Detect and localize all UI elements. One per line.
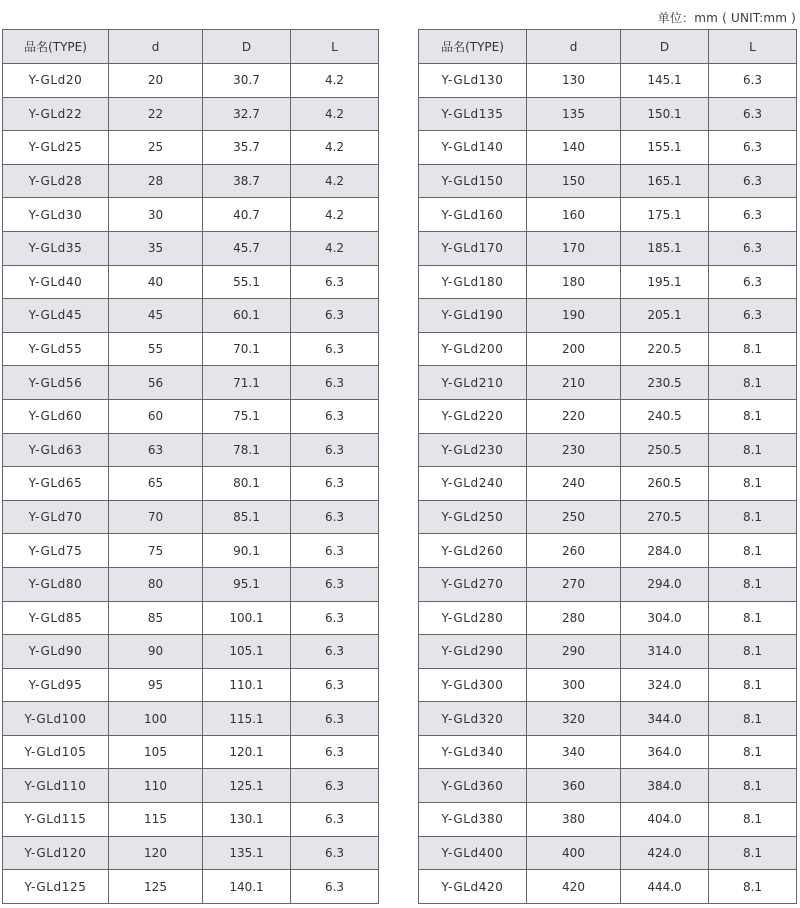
table-row bbox=[419, 534, 797, 568]
cell-type: Y-GLd200 bbox=[419, 332, 527, 366]
cell-type: Y-GLd150 bbox=[419, 164, 527, 198]
table-row bbox=[3, 366, 379, 400]
cell-L: 6.3 bbox=[291, 702, 379, 736]
cell-L: 8.1 bbox=[709, 399, 797, 433]
cell-type: Y-GLd20 bbox=[3, 64, 109, 98]
table-row bbox=[419, 500, 797, 534]
table-row bbox=[3, 870, 379, 904]
cell-type: Y-GLd55 bbox=[3, 332, 109, 366]
cell-D: 165.1 bbox=[621, 164, 709, 198]
table-row bbox=[419, 870, 797, 904]
cell-d: 65 bbox=[109, 467, 203, 501]
table-row bbox=[419, 366, 797, 400]
cell-d: 95 bbox=[109, 668, 203, 702]
cell-D: 140.1 bbox=[203, 870, 291, 904]
table-row bbox=[3, 265, 379, 299]
cell-D: 314.0 bbox=[621, 635, 709, 669]
cell-L: 8.1 bbox=[709, 366, 797, 400]
cell-D: 90.1 bbox=[203, 534, 291, 568]
cell-L: 4.2 bbox=[291, 131, 379, 165]
header-L: L bbox=[291, 30, 379, 64]
table-row bbox=[419, 769, 797, 803]
cell-L: 6.3 bbox=[291, 299, 379, 333]
cell-D: 40.7 bbox=[203, 198, 291, 232]
table-row bbox=[3, 702, 379, 736]
cell-D: 444.0 bbox=[621, 870, 709, 904]
table-row bbox=[3, 534, 379, 568]
table-row bbox=[3, 467, 379, 501]
table-row bbox=[3, 97, 379, 131]
cell-type: Y-GLd25 bbox=[3, 131, 109, 165]
table-row bbox=[3, 803, 379, 837]
cell-d: 55 bbox=[109, 332, 203, 366]
cell-D: 250.5 bbox=[621, 433, 709, 467]
spec-table-left bbox=[2, 29, 379, 904]
table-row bbox=[419, 399, 797, 433]
cell-d: 300 bbox=[527, 668, 621, 702]
cell-d: 20 bbox=[109, 64, 203, 98]
cell-d: 210 bbox=[527, 366, 621, 400]
table-row bbox=[419, 433, 797, 467]
cell-d: 290 bbox=[527, 635, 621, 669]
cell-d: 340 bbox=[527, 735, 621, 769]
cell-D: 284.0 bbox=[621, 534, 709, 568]
cell-d: 35 bbox=[109, 231, 203, 265]
cell-type: Y-GLd85 bbox=[3, 601, 109, 635]
cell-D: 125.1 bbox=[203, 769, 291, 803]
cell-d: 280 bbox=[527, 601, 621, 635]
table-row bbox=[419, 702, 797, 736]
table-row bbox=[3, 64, 379, 98]
cell-D: 175.1 bbox=[621, 198, 709, 232]
cell-L: 8.1 bbox=[709, 836, 797, 870]
cell-L: 6.3 bbox=[709, 131, 797, 165]
cell-d: 360 bbox=[527, 769, 621, 803]
cell-type: Y-GLd270 bbox=[419, 567, 527, 601]
header-row bbox=[419, 30, 797, 64]
cell-d: 160 bbox=[527, 198, 621, 232]
table-row bbox=[3, 231, 379, 265]
cell-d: 180 bbox=[527, 265, 621, 299]
cell-L: 8.1 bbox=[709, 803, 797, 837]
cell-d: 100 bbox=[109, 702, 203, 736]
cell-type: Y-GLd110 bbox=[3, 769, 109, 803]
cell-D: 230.5 bbox=[621, 366, 709, 400]
cell-type: Y-GLd63 bbox=[3, 433, 109, 467]
cell-d: 115 bbox=[109, 803, 203, 837]
unit-note: 单位：mm ( UNIT:mm ) bbox=[657, 11, 796, 25]
table-row bbox=[3, 836, 379, 870]
cell-d: 85 bbox=[109, 601, 203, 635]
cell-L: 8.1 bbox=[709, 332, 797, 366]
cell-d: 230 bbox=[527, 433, 621, 467]
cell-L: 6.3 bbox=[291, 870, 379, 904]
cell-D: 294.0 bbox=[621, 567, 709, 601]
cell-d: 240 bbox=[527, 467, 621, 501]
cell-type: Y-GLd70 bbox=[3, 500, 109, 534]
cell-L: 6.3 bbox=[291, 769, 379, 803]
cell-L: 4.2 bbox=[291, 198, 379, 232]
cell-type: Y-GLd210 bbox=[419, 366, 527, 400]
cell-d: 250 bbox=[527, 500, 621, 534]
cell-type: Y-GLd90 bbox=[3, 635, 109, 669]
cell-D: 240.5 bbox=[621, 399, 709, 433]
cell-L: 6.3 bbox=[291, 803, 379, 837]
cell-L: 6.3 bbox=[709, 299, 797, 333]
cell-d: 140 bbox=[527, 131, 621, 165]
table-row bbox=[419, 601, 797, 635]
cell-D: 45.7 bbox=[203, 231, 291, 265]
cell-type: Y-GLd280 bbox=[419, 601, 527, 635]
cell-type: Y-GLd170 bbox=[419, 231, 527, 265]
cell-d: 190 bbox=[527, 299, 621, 333]
cell-type: Y-GLd190 bbox=[419, 299, 527, 333]
cell-L: 6.3 bbox=[709, 198, 797, 232]
cell-L: 8.1 bbox=[709, 702, 797, 736]
cell-D: 155.1 bbox=[621, 131, 709, 165]
cell-L: 6.3 bbox=[291, 433, 379, 467]
cell-d: 200 bbox=[527, 332, 621, 366]
cell-L: 6.3 bbox=[291, 601, 379, 635]
cell-L: 8.1 bbox=[709, 735, 797, 769]
cell-D: 30.7 bbox=[203, 64, 291, 98]
cell-D: 424.0 bbox=[621, 836, 709, 870]
header-row bbox=[3, 30, 379, 64]
cell-type: Y-GLd45 bbox=[3, 299, 109, 333]
cell-type: Y-GLd125 bbox=[3, 870, 109, 904]
cell-type: Y-GLd220 bbox=[419, 399, 527, 433]
cell-type: Y-GLd80 bbox=[3, 567, 109, 601]
cell-type: Y-GLd230 bbox=[419, 433, 527, 467]
cell-D: 270.5 bbox=[621, 500, 709, 534]
table-row bbox=[3, 164, 379, 198]
cell-d: 105 bbox=[109, 735, 203, 769]
cell-d: 63 bbox=[109, 433, 203, 467]
table-row bbox=[419, 131, 797, 165]
table-row bbox=[419, 735, 797, 769]
table-row bbox=[419, 231, 797, 265]
table-row bbox=[3, 399, 379, 433]
cell-d: 28 bbox=[109, 164, 203, 198]
cell-d: 70 bbox=[109, 500, 203, 534]
cell-L: 8.1 bbox=[709, 635, 797, 669]
cell-d: 25 bbox=[109, 131, 203, 165]
table-row bbox=[419, 567, 797, 601]
cell-d: 80 bbox=[109, 567, 203, 601]
cell-d: 320 bbox=[527, 702, 621, 736]
table-row bbox=[3, 299, 379, 333]
cell-type: Y-GLd30 bbox=[3, 198, 109, 232]
cell-L: 6.3 bbox=[709, 231, 797, 265]
cell-type: Y-GLd260 bbox=[419, 534, 527, 568]
cell-type: Y-GLd100 bbox=[3, 702, 109, 736]
cell-type: Y-GLd105 bbox=[3, 735, 109, 769]
cell-D: 70.1 bbox=[203, 332, 291, 366]
table-row bbox=[419, 64, 797, 98]
cell-d: 270 bbox=[527, 567, 621, 601]
table-row bbox=[419, 332, 797, 366]
cell-L: 6.3 bbox=[291, 399, 379, 433]
table-row bbox=[419, 97, 797, 131]
cell-d: 380 bbox=[527, 803, 621, 837]
cell-d: 90 bbox=[109, 635, 203, 669]
table-row bbox=[3, 567, 379, 601]
cell-D: 120.1 bbox=[203, 735, 291, 769]
cell-D: 115.1 bbox=[203, 702, 291, 736]
cell-d: 130 bbox=[527, 64, 621, 98]
cell-L: 4.2 bbox=[291, 231, 379, 265]
table-row bbox=[419, 265, 797, 299]
cell-L: 6.3 bbox=[291, 735, 379, 769]
cell-d: 40 bbox=[109, 265, 203, 299]
cell-type: Y-GLd140 bbox=[419, 131, 527, 165]
header-D: D bbox=[203, 30, 291, 64]
cell-D: 220.5 bbox=[621, 332, 709, 366]
cell-d: 125 bbox=[109, 870, 203, 904]
cell-L: 6.3 bbox=[291, 635, 379, 669]
header-D: D bbox=[621, 30, 709, 64]
cell-d: 120 bbox=[109, 836, 203, 870]
cell-D: 75.1 bbox=[203, 399, 291, 433]
cell-L: 6.3 bbox=[709, 97, 797, 131]
cell-D: 364.0 bbox=[621, 735, 709, 769]
cell-D: 150.1 bbox=[621, 97, 709, 131]
spec-table-right bbox=[418, 29, 797, 904]
cell-d: 260 bbox=[527, 534, 621, 568]
table-row bbox=[419, 803, 797, 837]
cell-L: 6.3 bbox=[291, 265, 379, 299]
cell-L: 6.3 bbox=[709, 164, 797, 198]
cell-D: 145.1 bbox=[621, 64, 709, 98]
header-type: 品名(TYPE) bbox=[419, 30, 527, 64]
cell-type: Y-GLd75 bbox=[3, 534, 109, 568]
cell-type: Y-GLd22 bbox=[3, 97, 109, 131]
cell-D: 78.1 bbox=[203, 433, 291, 467]
cell-D: 95.1 bbox=[203, 567, 291, 601]
cell-type: Y-GLd120 bbox=[3, 836, 109, 870]
table-row bbox=[3, 332, 379, 366]
cell-L: 8.1 bbox=[709, 500, 797, 534]
cell-D: 71.1 bbox=[203, 366, 291, 400]
cell-d: 420 bbox=[527, 870, 621, 904]
cell-L: 8.1 bbox=[709, 534, 797, 568]
table-row bbox=[419, 164, 797, 198]
cell-type: Y-GLd300 bbox=[419, 668, 527, 702]
cell-L: 6.3 bbox=[709, 64, 797, 98]
cell-d: 110 bbox=[109, 769, 203, 803]
cell-type: Y-GLd340 bbox=[419, 735, 527, 769]
cell-D: 260.5 bbox=[621, 467, 709, 501]
cell-d: 45 bbox=[109, 299, 203, 333]
cell-L: 4.2 bbox=[291, 97, 379, 131]
table-row bbox=[419, 467, 797, 501]
cell-D: 35.7 bbox=[203, 131, 291, 165]
cell-d: 170 bbox=[527, 231, 621, 265]
table-row bbox=[419, 668, 797, 702]
cell-type: Y-GLd95 bbox=[3, 668, 109, 702]
cell-type: Y-GLd290 bbox=[419, 635, 527, 669]
table-row bbox=[3, 433, 379, 467]
cell-D: 32.7 bbox=[203, 97, 291, 131]
cell-type: Y-GLd420 bbox=[419, 870, 527, 904]
table-row bbox=[3, 769, 379, 803]
cell-D: 404.0 bbox=[621, 803, 709, 837]
cell-d: 220 bbox=[527, 399, 621, 433]
cell-type: Y-GLd40 bbox=[3, 265, 109, 299]
cell-D: 324.0 bbox=[621, 668, 709, 702]
cell-D: 205.1 bbox=[621, 299, 709, 333]
table-row bbox=[3, 668, 379, 702]
cell-L: 6.3 bbox=[291, 366, 379, 400]
cell-type: Y-GLd130 bbox=[419, 64, 527, 98]
cell-D: 60.1 bbox=[203, 299, 291, 333]
table-row bbox=[3, 198, 379, 232]
cell-type: Y-GLd56 bbox=[3, 366, 109, 400]
table-row bbox=[419, 836, 797, 870]
table-row bbox=[3, 131, 379, 165]
cell-D: 195.1 bbox=[621, 265, 709, 299]
cell-type: Y-GLd135 bbox=[419, 97, 527, 131]
cell-D: 80.1 bbox=[203, 467, 291, 501]
cell-L: 8.1 bbox=[709, 668, 797, 702]
header-d: d bbox=[527, 30, 621, 64]
cell-L: 8.1 bbox=[709, 601, 797, 635]
cell-D: 344.0 bbox=[621, 702, 709, 736]
cell-type: Y-GLd360 bbox=[419, 769, 527, 803]
cell-type: Y-GLd240 bbox=[419, 467, 527, 501]
cell-L: 8.1 bbox=[709, 870, 797, 904]
header-d: d bbox=[109, 30, 203, 64]
cell-L: 6.3 bbox=[291, 500, 379, 534]
cell-type: Y-GLd115 bbox=[3, 803, 109, 837]
table-row bbox=[3, 500, 379, 534]
cell-D: 185.1 bbox=[621, 231, 709, 265]
cell-L: 8.1 bbox=[709, 769, 797, 803]
cell-L: 4.2 bbox=[291, 64, 379, 98]
cell-type: Y-GLd180 bbox=[419, 265, 527, 299]
cell-D: 55.1 bbox=[203, 265, 291, 299]
cell-L: 6.3 bbox=[291, 467, 379, 501]
cell-d: 135 bbox=[527, 97, 621, 131]
cell-type: Y-GLd65 bbox=[3, 467, 109, 501]
cell-type: Y-GLd250 bbox=[419, 500, 527, 534]
cell-type: Y-GLd320 bbox=[419, 702, 527, 736]
cell-L: 8.1 bbox=[709, 433, 797, 467]
cell-type: Y-GLd60 bbox=[3, 399, 109, 433]
cell-d: 150 bbox=[527, 164, 621, 198]
table-row bbox=[419, 635, 797, 669]
cell-L: 6.3 bbox=[291, 534, 379, 568]
cell-D: 135.1 bbox=[203, 836, 291, 870]
cell-D: 130.1 bbox=[203, 803, 291, 837]
cell-d: 22 bbox=[109, 97, 203, 131]
cell-L: 6.3 bbox=[291, 836, 379, 870]
table-row bbox=[3, 601, 379, 635]
header-L: L bbox=[709, 30, 797, 64]
cell-L: 6.3 bbox=[291, 567, 379, 601]
cell-L: 6.3 bbox=[709, 265, 797, 299]
cell-type: Y-GLd400 bbox=[419, 836, 527, 870]
cell-D: 105.1 bbox=[203, 635, 291, 669]
cell-type: Y-GLd380 bbox=[419, 803, 527, 837]
cell-L: 6.3 bbox=[291, 332, 379, 366]
table-row bbox=[3, 635, 379, 669]
cell-D: 100.1 bbox=[203, 601, 291, 635]
cell-d: 60 bbox=[109, 399, 203, 433]
cell-d: 56 bbox=[109, 366, 203, 400]
cell-D: 304.0 bbox=[621, 601, 709, 635]
cell-L: 6.3 bbox=[291, 668, 379, 702]
cell-L: 8.1 bbox=[709, 567, 797, 601]
table-row bbox=[3, 735, 379, 769]
cell-D: 38.7 bbox=[203, 164, 291, 198]
cell-d: 30 bbox=[109, 198, 203, 232]
cell-d: 75 bbox=[109, 534, 203, 568]
table-row bbox=[419, 299, 797, 333]
cell-d: 400 bbox=[527, 836, 621, 870]
cell-type: Y-GLd160 bbox=[419, 198, 527, 232]
cell-L: 8.1 bbox=[709, 467, 797, 501]
cell-L: 4.2 bbox=[291, 164, 379, 198]
cell-type: Y-GLd35 bbox=[3, 231, 109, 265]
cell-D: 110.1 bbox=[203, 668, 291, 702]
cell-type: Y-GLd28 bbox=[3, 164, 109, 198]
cell-D: 85.1 bbox=[203, 500, 291, 534]
header-type: 品名(TYPE) bbox=[3, 30, 109, 64]
table-row bbox=[419, 198, 797, 232]
cell-D: 384.0 bbox=[621, 769, 709, 803]
